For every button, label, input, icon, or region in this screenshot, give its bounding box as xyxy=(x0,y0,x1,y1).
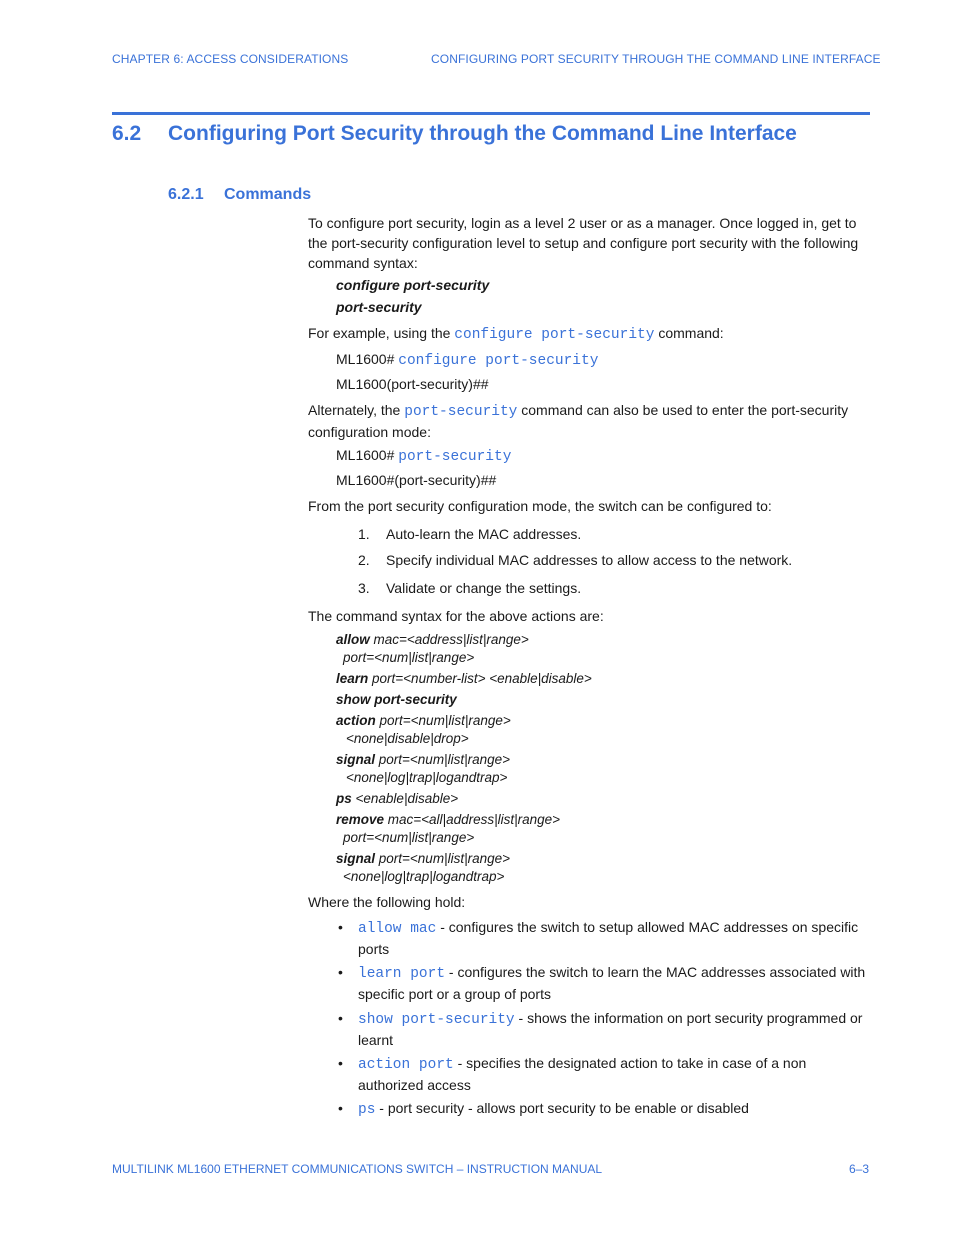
syntax-signal xyxy=(336,751,856,769)
subsection-number: 6.2.1 xyxy=(168,186,204,203)
section-number: 6.2 xyxy=(112,122,142,145)
bullet-keyword: allow mac xyxy=(358,921,437,937)
syntax-ps xyxy=(336,790,856,808)
where-text: Where the following hold: xyxy=(308,894,466,910)
running-header-section: CONFIGURING PORT SECURITY THROUGH THE COMMAND LINE INTERFACE xyxy=(431,52,881,66)
numbered-item xyxy=(358,550,792,570)
syntax-action xyxy=(336,712,856,730)
numbered-item xyxy=(358,578,581,598)
intro-paragraph: To configure port security, login as a level 2 user or as a manager. Once logged in, get to the port-security configuration level to setup and configure port security with the following command syntax: xyxy=(308,215,859,271)
bullet-keyword: ps xyxy=(358,1102,376,1118)
bullet-dot: • xyxy=(338,1100,343,1116)
bullet-text: - configures the switch to setup allowed MAC addresses on specific xyxy=(436,919,859,935)
syntax-allow-keyword: allow xyxy=(336,632,370,647)
syntax-remove-args-2: port=<num|list|range> xyxy=(343,830,475,845)
bullet-keyword: show port-security xyxy=(358,1012,515,1028)
bullet-text-line2: learnt xyxy=(358,1032,394,1048)
syntax-show xyxy=(336,691,856,709)
numbered-item xyxy=(358,524,581,544)
code-2-command-line xyxy=(336,447,511,465)
footer-page-number: 6–3 xyxy=(849,1162,870,1176)
syntax-action-keyword: action xyxy=(336,713,376,728)
numbered-item-text: Auto-learn the MAC addresses. xyxy=(386,526,582,542)
syntax-signal-2 xyxy=(336,850,856,868)
syntax-show-keyword: show port-security xyxy=(336,692,457,707)
bullet-text: - configures the switch to learn the MAC addresses associated with xyxy=(445,964,866,980)
bullet-dot: • xyxy=(338,919,343,935)
example-2-text xyxy=(308,400,868,442)
code-2-command: port-security xyxy=(398,449,512,465)
section-rule xyxy=(112,112,870,115)
bullet-text-line2: ports xyxy=(358,941,390,957)
syntax-remove xyxy=(336,811,856,829)
bullet-text: - specifies the designated action to take in case of a non xyxy=(453,1055,807,1071)
numbered-item-number: 3. xyxy=(358,580,370,596)
example-1-post: command: xyxy=(654,325,724,341)
bullet-item xyxy=(358,962,870,1004)
subsection-title: Commands xyxy=(224,186,312,203)
section-title: Configuring Port Security through the Command Line Interface xyxy=(168,122,797,145)
bullet-dot: • xyxy=(338,964,343,980)
code-1-command: configure port-security xyxy=(398,353,599,369)
numbered-item-number: 2. xyxy=(358,552,370,568)
bullet-dot: • xyxy=(338,1010,343,1026)
numbered-item-text: Specify individual MAC addresses to allow access to the network. xyxy=(386,552,793,568)
syntax-remove-args: mac=<all|address|list|range> xyxy=(384,812,561,827)
bullet-item xyxy=(358,1098,870,1120)
syntax-signal-args: port=<num|list|range> xyxy=(375,752,510,767)
example-2-keyword: port-security xyxy=(404,404,518,420)
bullet-keyword: action port xyxy=(358,1057,454,1073)
syntax-signal-keyword: signal xyxy=(336,752,376,767)
syntax-configure-port-security: configure port-security xyxy=(336,277,490,293)
numbered-item-text: Validate or change the settings. xyxy=(386,580,582,596)
footer-manual-title: MULTILINK ML1600 ETHERNET COMMUNICATIONS SWITCH – INSTRUCTION MANUAL xyxy=(112,1162,603,1176)
bullet-keyword: learn port xyxy=(358,966,446,982)
example-1-pre: For example, using the xyxy=(308,325,455,341)
example-2-post: command can also be used to enter the port-security configuration mode: xyxy=(308,402,849,440)
code-1-prompt: ML1600# xyxy=(336,351,395,367)
syntax-action-args-2: <none|disable|drop> xyxy=(346,731,469,746)
syntax-signal-2-args: port=<num|list|range> xyxy=(375,851,510,866)
syntax-learn xyxy=(336,670,856,688)
syntax-allow-args: mac=<address|list|range> xyxy=(369,632,529,647)
syntax-ps-keyword: ps xyxy=(336,791,352,806)
bullet-item xyxy=(358,1053,870,1095)
bullet-text: - shows the information on port security programmed or xyxy=(514,1010,863,1026)
bullet-item xyxy=(358,917,870,959)
syntax-remove-keyword: remove xyxy=(336,812,385,827)
syntax-signal-args-2: <none|log|trap|logandtrap> xyxy=(346,770,508,785)
numbered-item-number: 1. xyxy=(358,526,370,542)
syntax-allow-args-2: port=<num|list|range> xyxy=(343,650,475,665)
bullet-text-line2: authorized access xyxy=(358,1077,471,1093)
mode-intro: From the port security configuration mode, the switch can be configured to: xyxy=(308,498,772,514)
code-1-result: ML1600(port-security)## xyxy=(336,376,489,392)
syntax-block xyxy=(336,631,856,886)
bullet-text-line2: specific port or a group of ports xyxy=(358,986,551,1002)
syntax-learn-args: port=<number-list> <enable|disable> xyxy=(368,671,592,686)
bullet-text: - port security - allows port security to be enable or disabled xyxy=(375,1100,749,1116)
syntax-signal-2-args-2: <none|log|trap|logandtrap> xyxy=(343,869,505,884)
syntax-intro: The command syntax for the above actions are: xyxy=(308,608,604,624)
code-1-command-line xyxy=(336,351,598,369)
syntax-signal-2-keyword: signal xyxy=(336,851,376,866)
syntax-port-security: port-security xyxy=(336,299,422,315)
code-2-prompt: ML1600# xyxy=(336,447,395,463)
syntax-learn-keyword: learn xyxy=(336,671,369,686)
bullet-dot: • xyxy=(338,1055,343,1071)
example-2-pre: Alternately, the xyxy=(308,402,405,418)
bullet-item xyxy=(358,1008,870,1050)
example-1-text xyxy=(308,323,724,345)
code-2-result: ML1600#(port-security)## xyxy=(336,472,497,488)
syntax-allow xyxy=(336,631,856,649)
example-1-keyword: configure port-security xyxy=(454,327,655,343)
syntax-ps-args: <enable|disable> xyxy=(351,791,459,806)
running-header-chapter: CHAPTER 6: ACCESS CONSIDERATIONS xyxy=(112,52,349,66)
syntax-action-args: port=<num|list|range> xyxy=(375,713,511,728)
